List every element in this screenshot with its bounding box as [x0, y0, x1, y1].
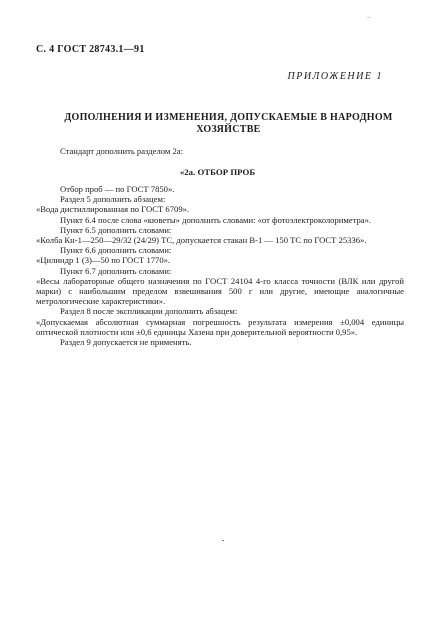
document-body — [36, 184, 404, 347]
paragraph: Пункт 6.6 дополнить словами: — [60, 245, 172, 256]
paragraph: «Цилиндр 1 (3)—50 по ГОСТ 1770». — [36, 255, 171, 266]
paragraph: «Допускаемая абсолютная суммарная погрешность результата измерения ±0,004 единицы оптической плотности или ±0,6 единицы Хазена при доверительной вероятности 0,95». — [36, 316, 404, 337]
paragraph: «Весы лабораторные общего назначения по ГОСТ 24104 4-го класса точности (ВЛК или другой марки) с наибольшим пределом взвешивания 500 г или другие, имеющие аналогичные метрологические характеристики». — [36, 275, 404, 307]
appendix-label: ПРИЛОЖЕНИЕ 1 — [287, 71, 383, 82]
paragraph: Пункт 6.5 дополнить словами: — [60, 224, 172, 235]
page-header: С. 4 ГОСТ 28743.1—91 — [36, 44, 145, 55]
title-line-2: ХОЗЯЙСТВЕ — [196, 124, 261, 135]
paragraph: Отбор проб — по ГОСТ 7850». — [60, 184, 175, 194]
paragraph: Раздел 8 после экспликации дополнить абзацем: — [60, 306, 238, 317]
paragraph: Пункт 6.7 дополнить словами: — [60, 265, 172, 276]
title-line-1: ДОПОЛНЕНИЯ И ИЗМЕНЕНИЯ, ДОПУСКАЕМЫЕ В НАРОДНОМ — [64, 112, 393, 123]
document-title — [56, 112, 401, 136]
paragraph: Пункт 6.4 после слова «кюветы» дополнить словами: «от фотоэлектроколориметра». — [60, 214, 372, 225]
paragraph: Раздел 5 дополнить абзацем: — [60, 194, 166, 205]
paragraph: Раздел 9 допускается не применять. — [60, 337, 192, 348]
scan-mark: .. — [367, 12, 371, 20]
paragraph: «Вода дистиллированная по ГОСТ 6709». — [36, 204, 190, 215]
intro-text: Стандарт дополнить разделом 2а: — [60, 146, 183, 156]
scan-dot — [222, 540, 224, 541]
paragraph: «Колба Кн-1—250—29/32 (24/29) ТС, допускается стакан В-1 — 150 ТС по ГОСТ 25336». — [36, 235, 367, 246]
section-title: «2а. ОТБОР ПРОБ — [179, 167, 256, 177]
